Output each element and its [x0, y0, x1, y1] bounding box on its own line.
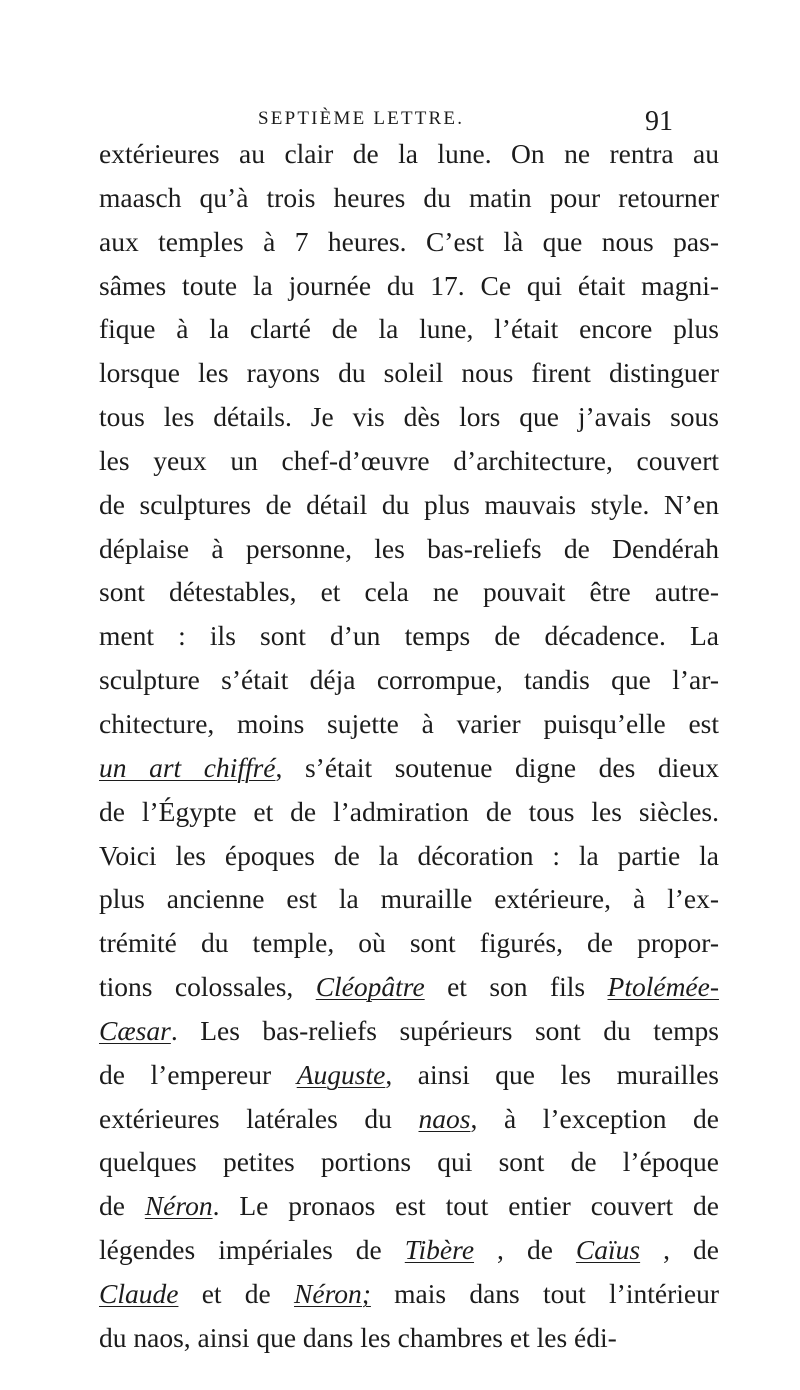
text-run: maasch qu’à trois heures du matin pour retourner	[99, 181, 719, 213]
italic-term: Néron	[144, 1190, 213, 1222]
text-line	[99, 1140, 719, 1184]
italic-term: un art chiffré	[99, 751, 276, 783]
text-line	[99, 1009, 719, 1053]
text-run: et de	[178, 1277, 295, 1309]
text-line	[99, 395, 719, 439]
text-run: de l’Égypte et de l’admiration de tous les siècles.	[99, 795, 719, 827]
text-run: , de	[640, 1234, 719, 1266]
text-run: extérieures latérales du	[99, 1102, 419, 1134]
text-run: Voici les époques de la décoration : la partie la	[99, 839, 719, 871]
italic-term: Tibère	[404, 1234, 475, 1266]
text-line	[99, 439, 719, 483]
page-number: 91	[645, 106, 673, 137]
text-run: , de	[474, 1234, 576, 1266]
text-run: plus ancienne est la muraille extérieure, à l’ex-	[99, 883, 719, 915]
text-run: du naos, ainsi que dans les chambres et les édi-	[99, 1321, 617, 1353]
text-run: de	[99, 1190, 145, 1222]
italic-term: Cæsar	[99, 1014, 171, 1046]
italic-term: Cléopâtre	[315, 971, 425, 1003]
text-run: quelques petites portions qui sont de l’époque	[99, 1146, 719, 1178]
italic-term: Claude	[99, 1277, 179, 1309]
text-line	[99, 877, 719, 921]
italic-term: Caïus	[575, 1234, 641, 1266]
text-run: légendes impériales de	[99, 1234, 405, 1266]
text-line	[99, 527, 719, 571]
text-run: sculpture s’était déja corrompue, tandis que l’ar-	[99, 664, 719, 696]
text-run: lorsque les rayons du soleil nous firent distinguer	[99, 357, 719, 389]
text-line	[99, 132, 719, 176]
text-line	[99, 702, 719, 746]
text-line	[99, 264, 719, 308]
text-run: fique à la clarté de la lune, l’était encore plus	[99, 313, 719, 345]
text-run: extérieures au clair de la lune. On ne rentra au	[99, 138, 719, 169]
text-run: les yeux un chef-d’œuvre d’architecture, couvert	[99, 444, 719, 476]
text-run: sâmes toute la journée du 17. Ce qui était magni-	[99, 269, 719, 301]
text-line	[99, 351, 719, 395]
italic-term: Néron;	[294, 1277, 371, 1309]
text-line	[99, 965, 719, 1009]
text-run: ment : ils sont d’un temps de décadence. La	[99, 620, 719, 652]
text-run: trémité du temple, où sont figurés, de propor-	[99, 927, 719, 959]
text-run: . Le pronaos est tout entier couvert de	[212, 1190, 719, 1222]
text-line	[99, 1272, 719, 1316]
text-line	[99, 790, 719, 834]
italic-term: Auguste	[296, 1058, 386, 1090]
text-run: tions colossales,	[99, 971, 316, 1003]
italic-term: naos	[418, 1102, 471, 1134]
text-line	[99, 1184, 719, 1228]
text-line	[99, 1097, 719, 1141]
text-run: sont détestables, et cela ne pouvait être autre-	[99, 576, 719, 608]
text-line	[99, 220, 719, 264]
text-run: de l’empereur	[99, 1058, 297, 1090]
running-title: SEPTIÈME LETTRE.	[258, 108, 465, 129]
text-line	[99, 570, 719, 614]
text-line	[99, 1316, 719, 1360]
text-line	[99, 1228, 719, 1272]
text-run: , s’était soutenue digne des dieux	[275, 751, 719, 783]
text-run: déplaise à personne, les bas-reliefs de Dendérah	[99, 532, 719, 564]
text-line	[99, 614, 719, 658]
text-line	[99, 921, 719, 965]
text-run: . Les bas-reliefs supérieurs sont du temps	[170, 1014, 719, 1046]
text-run: tous les détails. Je vis dès lors que j’avais sous	[99, 401, 719, 433]
text-line	[99, 176, 719, 220]
text-line	[99, 483, 719, 527]
text-line	[99, 1053, 719, 1097]
text-run: , ainsi que les murailles	[385, 1058, 719, 1090]
body-text	[99, 132, 719, 1360]
text-run: de sculptures de détail du plus mauvais style. N’en	[99, 488, 719, 520]
text-run: chitecture, moins sujette à varier puisqu’elle est	[99, 707, 719, 739]
text-line	[99, 658, 719, 702]
text-run: aux temples à 7 heures. C’est là que nous pas-	[99, 225, 719, 257]
text-run: mais dans tout l’intérieur	[370, 1277, 719, 1309]
text-line	[99, 307, 719, 351]
text-run: , à l’exception de	[470, 1102, 719, 1134]
text-line	[99, 834, 719, 878]
text-run: et son fils	[424, 971, 608, 1003]
italic-term: Ptolémée-	[607, 971, 719, 1003]
text-line	[99, 746, 719, 790]
